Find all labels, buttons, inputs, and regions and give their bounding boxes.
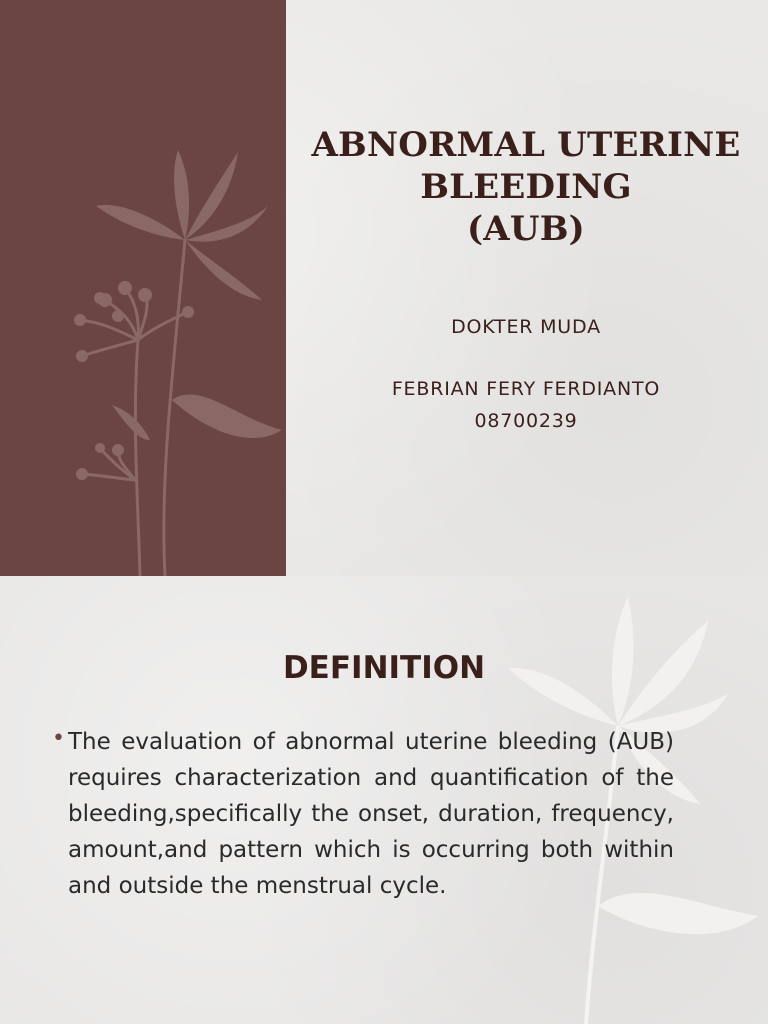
author-role: DOKTER MUDA	[451, 316, 601, 338]
decorative-side-panel	[0, 0, 286, 576]
definition-text: The evaluation of abnormal uterine bleeding (AUB) requires characterization and quantification of the bleeding,specifically the onset, duration, frequency, amount,and pattern which is occurring both within and outside the menstrual cycle.	[68, 729, 674, 899]
title-line-1: ABNORMAL UTERINE	[311, 125, 741, 165]
title-line-3: (AUB)	[467, 209, 585, 249]
bullet-icon: •	[52, 726, 65, 751]
author-id-number: 08700239	[474, 410, 578, 432]
slide-title	[300, 124, 752, 250]
definition-slide	[0, 576, 768, 1024]
botanical-illustration	[0, 0, 286, 576]
author-name: FEBRIAN FERY FERDIANTO	[391, 378, 661, 400]
title-line-2: BLEEDING	[420, 167, 632, 207]
section-heading: DEFINITION	[282, 650, 486, 686]
